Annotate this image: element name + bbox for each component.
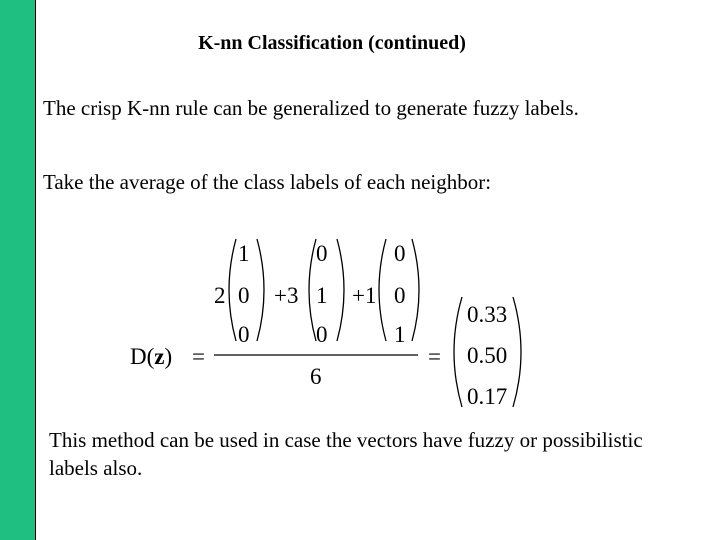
paragraph-fuzzy-generalization: The crisp K-nn rule can be generalized to generate fuzzy labels.	[43, 96, 579, 120]
coefficient-2: +3	[274, 283, 299, 308]
result-right-paren	[513, 297, 521, 407]
result-equals: =	[428, 344, 441, 369]
vector-2-left-paren	[309, 239, 316, 341]
paragraph-average-instruction: Take the average of the class labels of each neighbor:	[43, 170, 492, 194]
vector-2-entry: 0	[316, 322, 328, 347]
sidebar-accent-bar	[0, 0, 36, 540]
lhs-equals: =	[192, 344, 205, 369]
result-entry: 0.50	[467, 343, 508, 368]
fuzzy-knn-formula	[120, 225, 540, 415]
coefficient-3: +1	[352, 283, 377, 308]
vector-3-left-paren	[379, 239, 386, 341]
coefficient-1: 2	[214, 283, 226, 308]
vector-2-right-paren	[337, 239, 344, 341]
result-left-paren	[454, 297, 462, 407]
lhs-variable: z	[154, 344, 165, 369]
svg-text:D(z)	[130, 344, 172, 369]
lhs-prefix: D(	[130, 344, 155, 369]
vector-2-entry: 0	[316, 241, 328, 266]
vector-1-right-paren	[257, 239, 264, 341]
vector-3-entry: 0	[394, 241, 406, 266]
vector-1-entry: 1	[238, 241, 250, 266]
result-entry: 0.33	[467, 302, 508, 327]
result-entry: 0.17	[467, 384, 508, 409]
vector-3-entry: 1	[394, 322, 406, 347]
paragraph-fuzzy-possibilistic: This method can be used in case the vectors have fuzzy or possibilistic labels also.	[49, 428, 643, 480]
denominator: 6	[310, 364, 322, 389]
slide-title: K-nn Classification (continued)	[198, 32, 466, 54]
vector-2-entry: 1	[316, 283, 328, 308]
vector-1-entry: 0	[238, 283, 250, 308]
vector-3-entry: 0	[394, 283, 406, 308]
vector-1-entry: 0	[238, 322, 250, 347]
lhs-suffix: )	[164, 344, 173, 369]
vector-3-right-paren	[412, 239, 419, 341]
vector-1-left-paren	[229, 239, 236, 341]
